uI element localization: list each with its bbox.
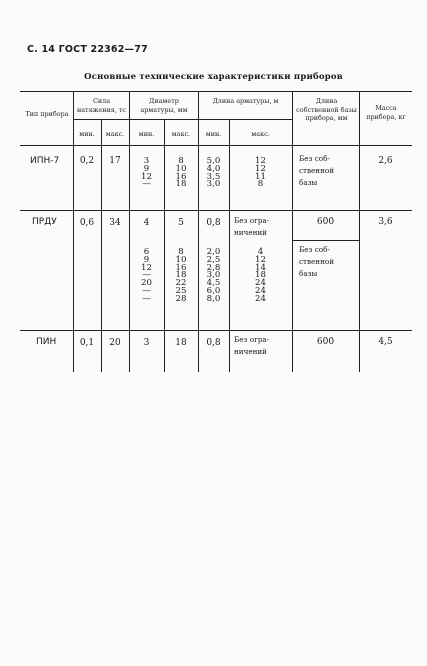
row2-length-max: 4 12 14 18 24 24 24	[255, 247, 266, 304]
row2-type: ПРДУ	[32, 217, 57, 227]
rule-row2	[20, 330, 412, 331]
force-max-header: макс.	[105, 130, 125, 138]
col-type-header: Тип прибора	[25, 110, 69, 118]
length-min-header: мин.	[205, 130, 222, 138]
row2-diameter-max: 8 10 16 18 22 25 28	[175, 247, 187, 304]
table-title: Основные технические характеристики приборов	[84, 72, 343, 82]
row3-type: ПИН	[36, 337, 57, 347]
diameter-min-header: мин.	[138, 130, 155, 138]
row3-base: 600	[316, 337, 335, 347]
specs-table	[20, 91, 412, 372]
rule-subheader	[73, 119, 292, 120]
page-header: С. 14 ГОСТ 22362—77	[27, 44, 148, 55]
row2-diameter-min-a: 4	[143, 218, 150, 228]
rule-row1	[20, 210, 412, 211]
row1-diameter-min: 3 9 12 —	[141, 156, 152, 190]
rule-col-8	[359, 91, 360, 372]
row1-mass: 2,6	[378, 156, 393, 166]
col-diameter-header: Диаметр арматуры, мм	[140, 97, 188, 114]
col-length-header: Длина арматуры, м	[212, 97, 279, 105]
row3-length-min: 0,8	[206, 338, 221, 348]
row3-mass: 4,5	[378, 337, 393, 347]
rule-top	[20, 91, 412, 92]
row3-force-max: 20	[109, 338, 121, 348]
col-mass-header: Масса прибора, кг	[366, 104, 406, 121]
row1-diameter-max: 8 10 16 18	[175, 156, 187, 190]
row2-sub-divider	[292, 240, 359, 241]
row2-force-max: 34	[109, 218, 121, 228]
row3-length-max: Без огра- ничений	[234, 335, 270, 356]
row2-mass: 3,6	[378, 217, 393, 227]
row2-diameter-min: 6 9 12 — 20 — —	[141, 247, 152, 304]
rule-col-6	[229, 119, 230, 372]
row1-length-min: 5,0 4,0 3,5 3,0	[206, 156, 221, 190]
row2-diameter-max-a: 5	[178, 218, 184, 228]
row1-length-max: 12 12 11 8	[255, 156, 266, 190]
row2-force-min: 0,6	[79, 218, 95, 228]
row1-force-max: 17	[109, 156, 121, 166]
row2-length-max-a: Без огра- ничений	[234, 216, 270, 237]
row1-base: Без соб- ственной базы	[299, 154, 335, 187]
rule-col-4	[164, 119, 165, 372]
row2-length-min-a: 0,8	[206, 218, 221, 228]
row3-diameter-min: 3	[143, 338, 150, 348]
row3-diameter-max: 18	[175, 338, 187, 348]
force-min-header: мин.	[79, 130, 95, 138]
row1-force-min: 0,2	[79, 156, 95, 166]
row3-force-min: 0,1	[79, 338, 95, 348]
col-base-header: Длина собственной базы прибора, мм	[296, 97, 357, 122]
length-max-header: макс.	[251, 130, 270, 138]
rule-col-7	[292, 91, 293, 372]
col-force-header: Сила натяжения, тс	[76, 97, 127, 114]
row2-base: Без соб- ственной базы	[299, 245, 335, 278]
row1-type: ИПН-7	[30, 156, 60, 166]
diameter-max-header: макс.	[171, 130, 191, 138]
rule-header-bottom	[20, 145, 412, 146]
row2-base-a: 600	[316, 217, 335, 227]
row2-length-min: 2,0 2,5 2,8 3,0 4,5 6,0 8,0	[206, 247, 221, 304]
